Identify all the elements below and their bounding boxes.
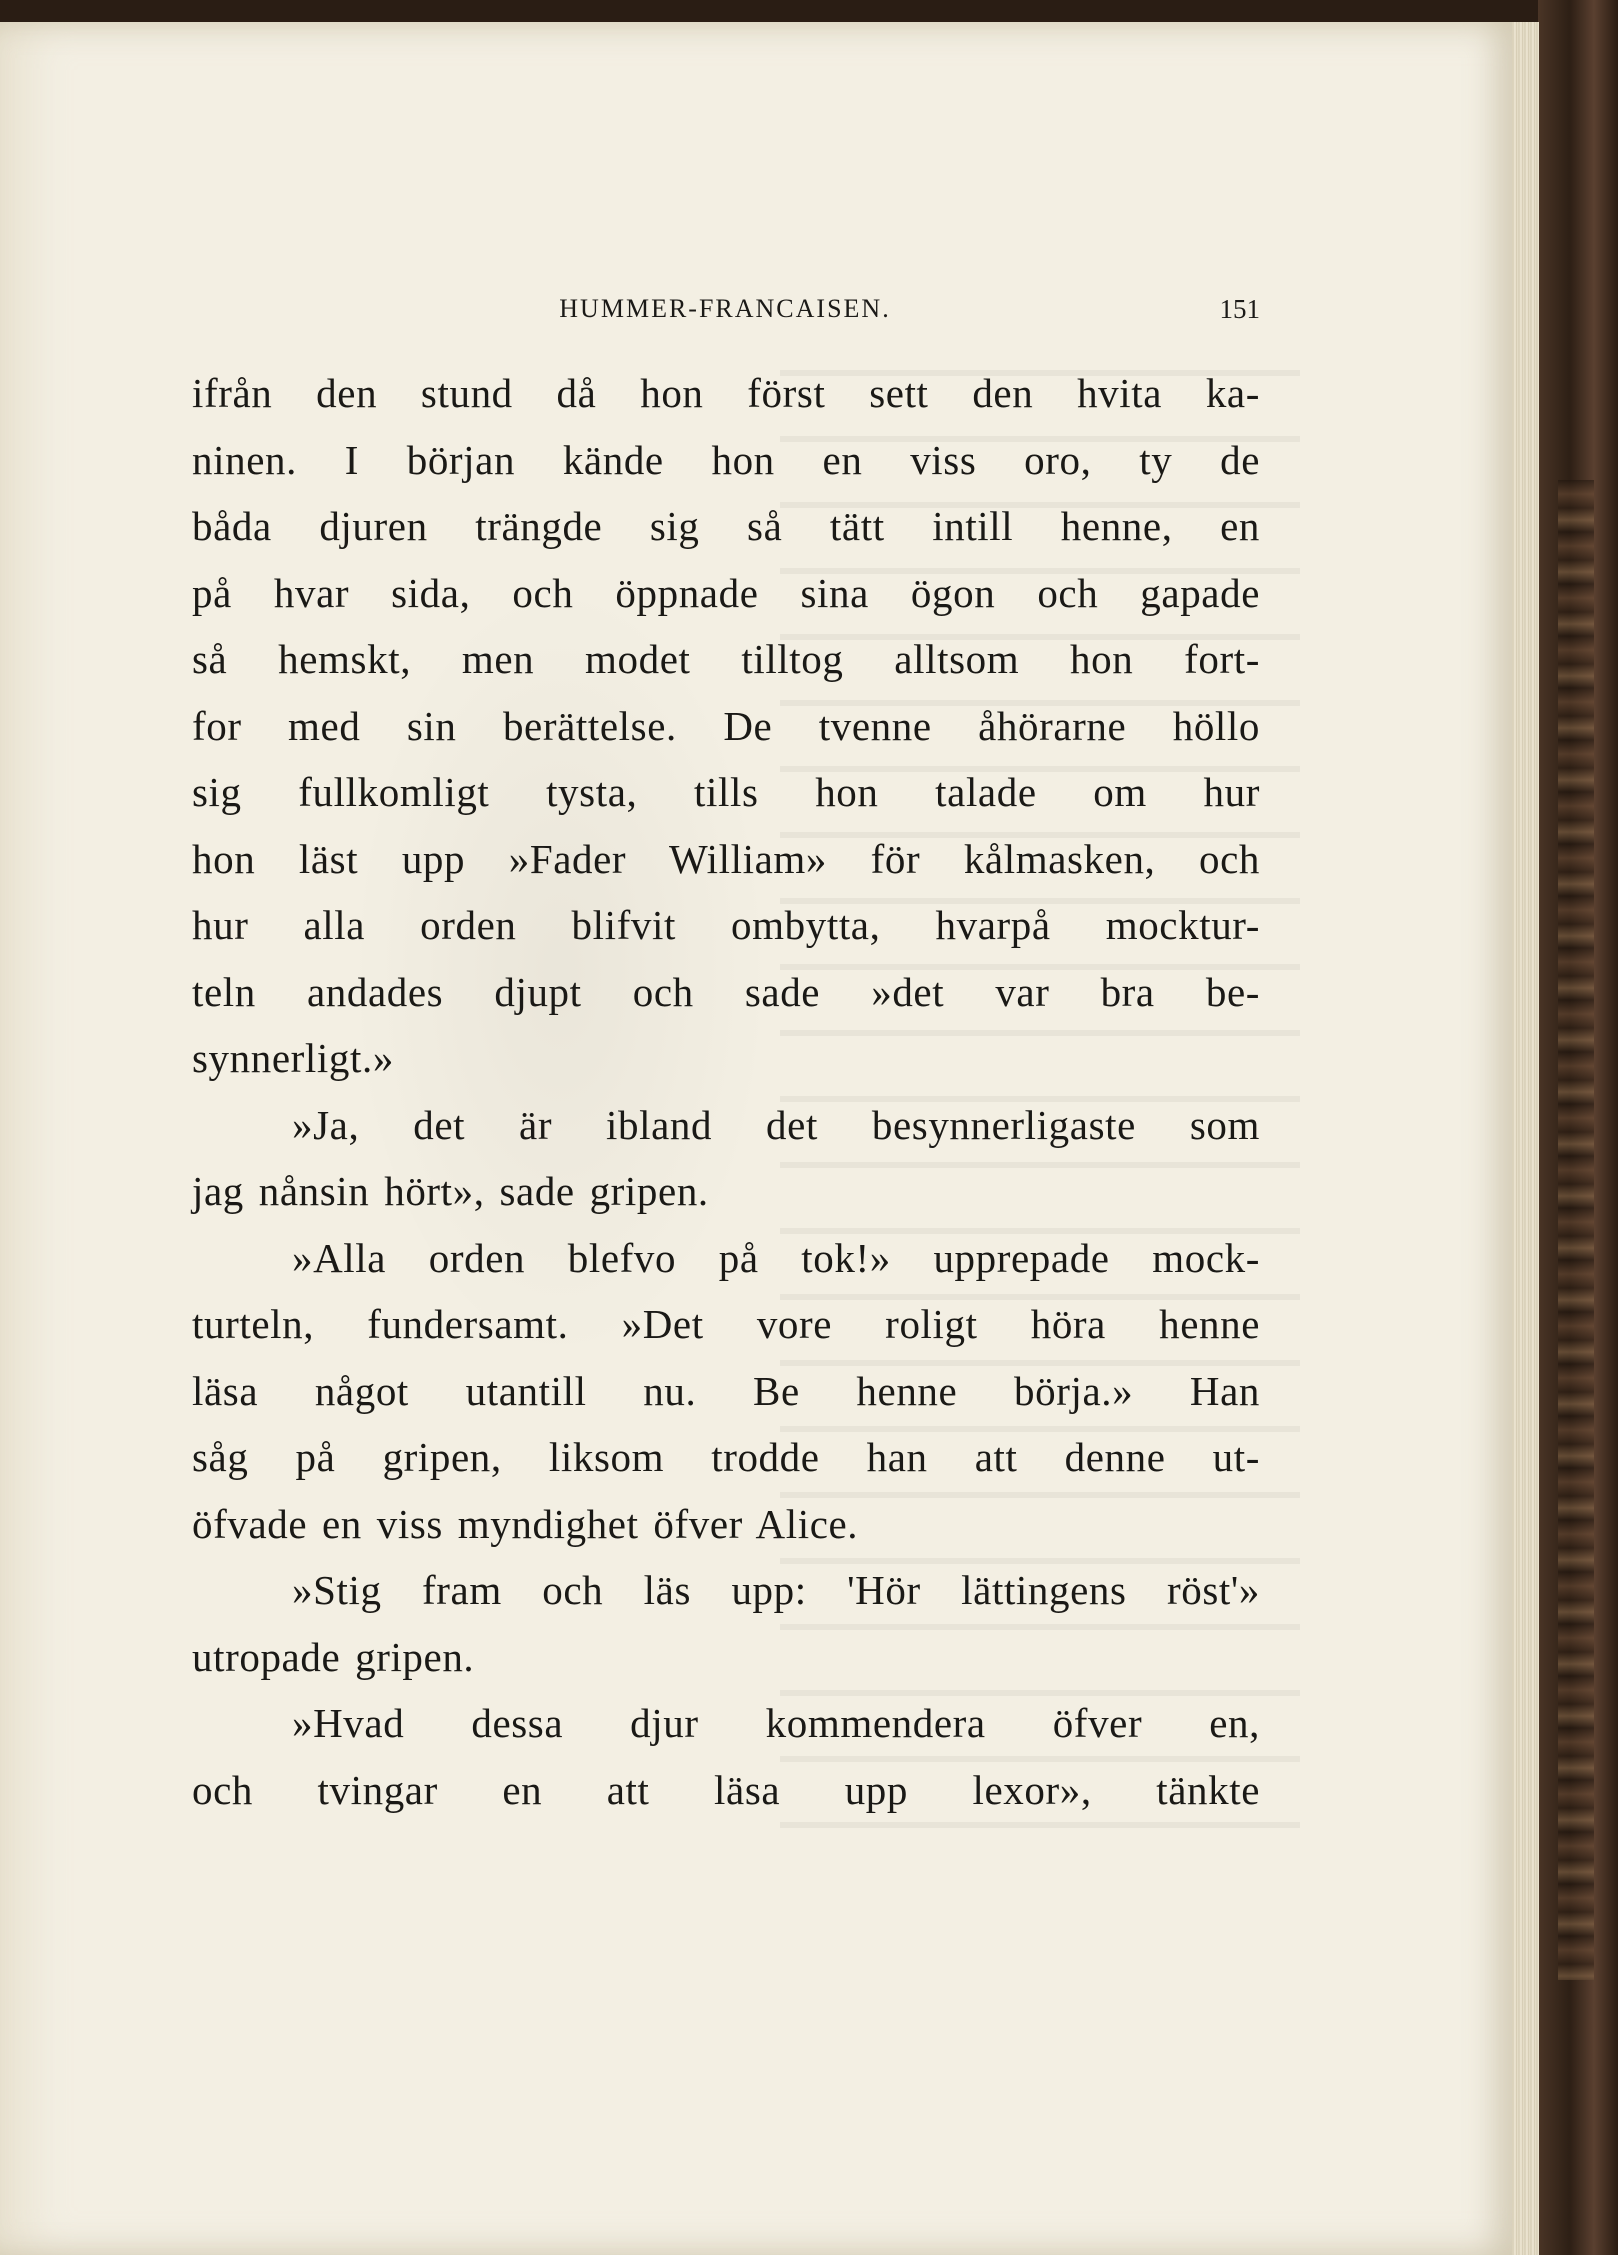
text-line: jag nånsin hört», sade gripen. (192, 1168, 709, 1214)
text-line: båda djuren trängde sig så tätt intill henne, en (192, 503, 1260, 549)
text-line: läsa något utantill nu. Be henne börja.» Han (192, 1367, 1260, 1414)
page-header (190, 294, 1260, 334)
text-line: synnerligt.» (192, 1035, 394, 1081)
book-page (0, 22, 1512, 2255)
page-stack-edges (1510, 22, 1539, 2255)
text-line: ninen. I början kände hon en viss oro, ty de (192, 436, 1260, 483)
text-line: på hvar sida, och öppnade sina ögon och gapade (192, 569, 1260, 616)
text-line: utropade gripen. (192, 1633, 475, 1680)
text-line: ifrån den stund då hon först sett den hvita ka- (192, 370, 1260, 416)
page-number: 151 (1219, 294, 1260, 324)
text-line: hon läst upp »Fader William» för kålmasken, och (192, 835, 1260, 882)
text-line: for med sin berättelse. De tvenne åhörarne höllo (192, 702, 1260, 749)
book-cover-edge (1538, 0, 1618, 2255)
book-top-edge (0, 0, 1618, 22)
text-line: sig fullkomligt tysta, tills hon talade om hur (192, 769, 1260, 815)
text-line: så hemskt, men modet tilltog alltsom hon fort- (192, 636, 1260, 682)
text-line: öfvade en viss myndighet öfver Alice. (192, 1500, 859, 1547)
text-line: hur alla orden blifvit ombytta, hvarpå mocktur- (192, 902, 1260, 948)
body-text (192, 360, 1260, 1823)
text-line: »Hvad dessa djur kommendera öfver en, (292, 1700, 1260, 1746)
text-line: teln andades djupt och sade »det var bra be- (192, 968, 1260, 1015)
text-line: och tvingar en att läsa upp lexor», tänkte (192, 1766, 1260, 1813)
text-line: »Ja, det är ibland det besynnerligaste som (292, 1101, 1260, 1148)
text-line: turteln, fundersamt. »Det vore roligt höra henne (192, 1301, 1260, 1347)
text-line: »Alla orden blefvo på tok!» upprepade mock- (292, 1234, 1260, 1281)
running-head: HUMMER-FRANCAISEN. (559, 294, 891, 323)
text-line: »Stig fram och läs upp: 'Hör lättingens röst'» (292, 1567, 1260, 1613)
text-line: såg på gripen, liksom trodde han att denne ut- (192, 1434, 1260, 1480)
